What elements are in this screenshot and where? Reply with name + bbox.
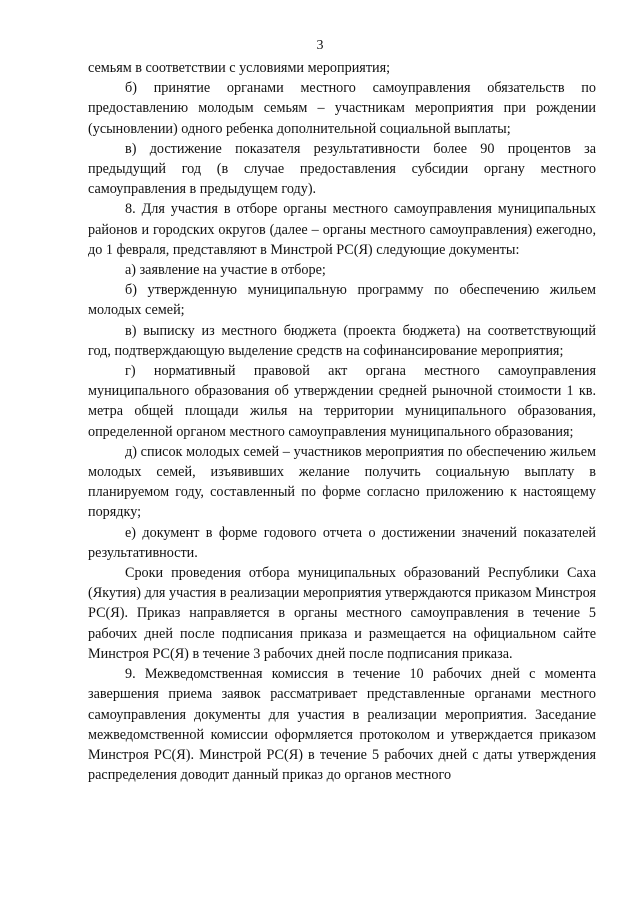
page-number: 3	[316, 38, 324, 53]
paragraph-selection-terms: Сроки проведения отбора муниципальных образований Республики Саха (Якутия) для участия в реализации мероприятия утверждаются приказом Минстроя РС(Я). Приказ направляется в органы местного самоуправления в течение 5 рабочих дней после подписания приказа и размещается на официальном сайте Минстроя РС(Я) в течение 3 рабочих дней после подписания приказа.	[88, 565, 596, 662]
paragraph-item-v: в) достижение показателя результативности более 90 процентов за предыдущий год (в случае предоставления субсидии органу местного самоуправления в предыдущем году).	[88, 140, 596, 198]
paragraph-doc-d: д) список молодых семей – участников мероприятия по обеспечению жильем молодых семей, изъявивших желание получить социальную выплату в планируемом году, составленный по форме согласно приложению к настоящему порядку;	[88, 443, 596, 521]
paragraph-item-b: б) принятие органами местного самоуправления обязательств по предоставлению молодым семьям – участникам мероприятия при рождении (усыновлении) одного ребенка дополнительной социальной выплаты;	[88, 80, 596, 137]
document-body	[88, 58, 596, 785]
paragraph-doc-e: е) документ в форме годового отчета о достижении значений показателей результативности.	[88, 524, 596, 561]
paragraph-section-9: 9. Межведомственная комиссия в течение 10 рабочих дней с момента завершения приема заявок рассматривает представленные органами местного самоуправления документы для участия в реализации мероприятия. Заседание межведомственной комиссии оформляется протоколом и утверждается приказом Минстроя РС(Я). Минстрой РС(Я) в течение 5 рабочих дней с даты утверждения распределения доводит данный приказ до органов местного	[88, 666, 596, 784]
paragraph-section-8: 8. Для участия в отборе органы местного самоуправления муниципальных районов и городских округов (далее – органы местного самоуправления) ежегодно, до 1 февраля, представляют в Минстрой РС(Я) следующие документы:	[88, 201, 596, 258]
paragraph-continuation: семьям в соответствии с условиями мероприятия;	[88, 60, 391, 76]
paragraph-doc-v: в) выписку из местного бюджета (проекта бюджета) на соответствующий год, подтверждающую выделение средств на софинансирование мероприятия;	[88, 322, 596, 359]
paragraph-doc-g: г) нормативный правовой акт органа местного самоуправления муниципального образования об утверждении средней рыночной стоимости 1 кв. метра общей площади жилья на территории муниципального образования, определенной органом местного самоуправления муниципального образования;	[88, 363, 596, 440]
paragraph-doc-a: а) заявление на участие в отборе;	[125, 262, 326, 279]
paragraph-doc-b: б) утвержденную муниципальную программу по обеспечению жильем молодых семей;	[88, 282, 596, 319]
